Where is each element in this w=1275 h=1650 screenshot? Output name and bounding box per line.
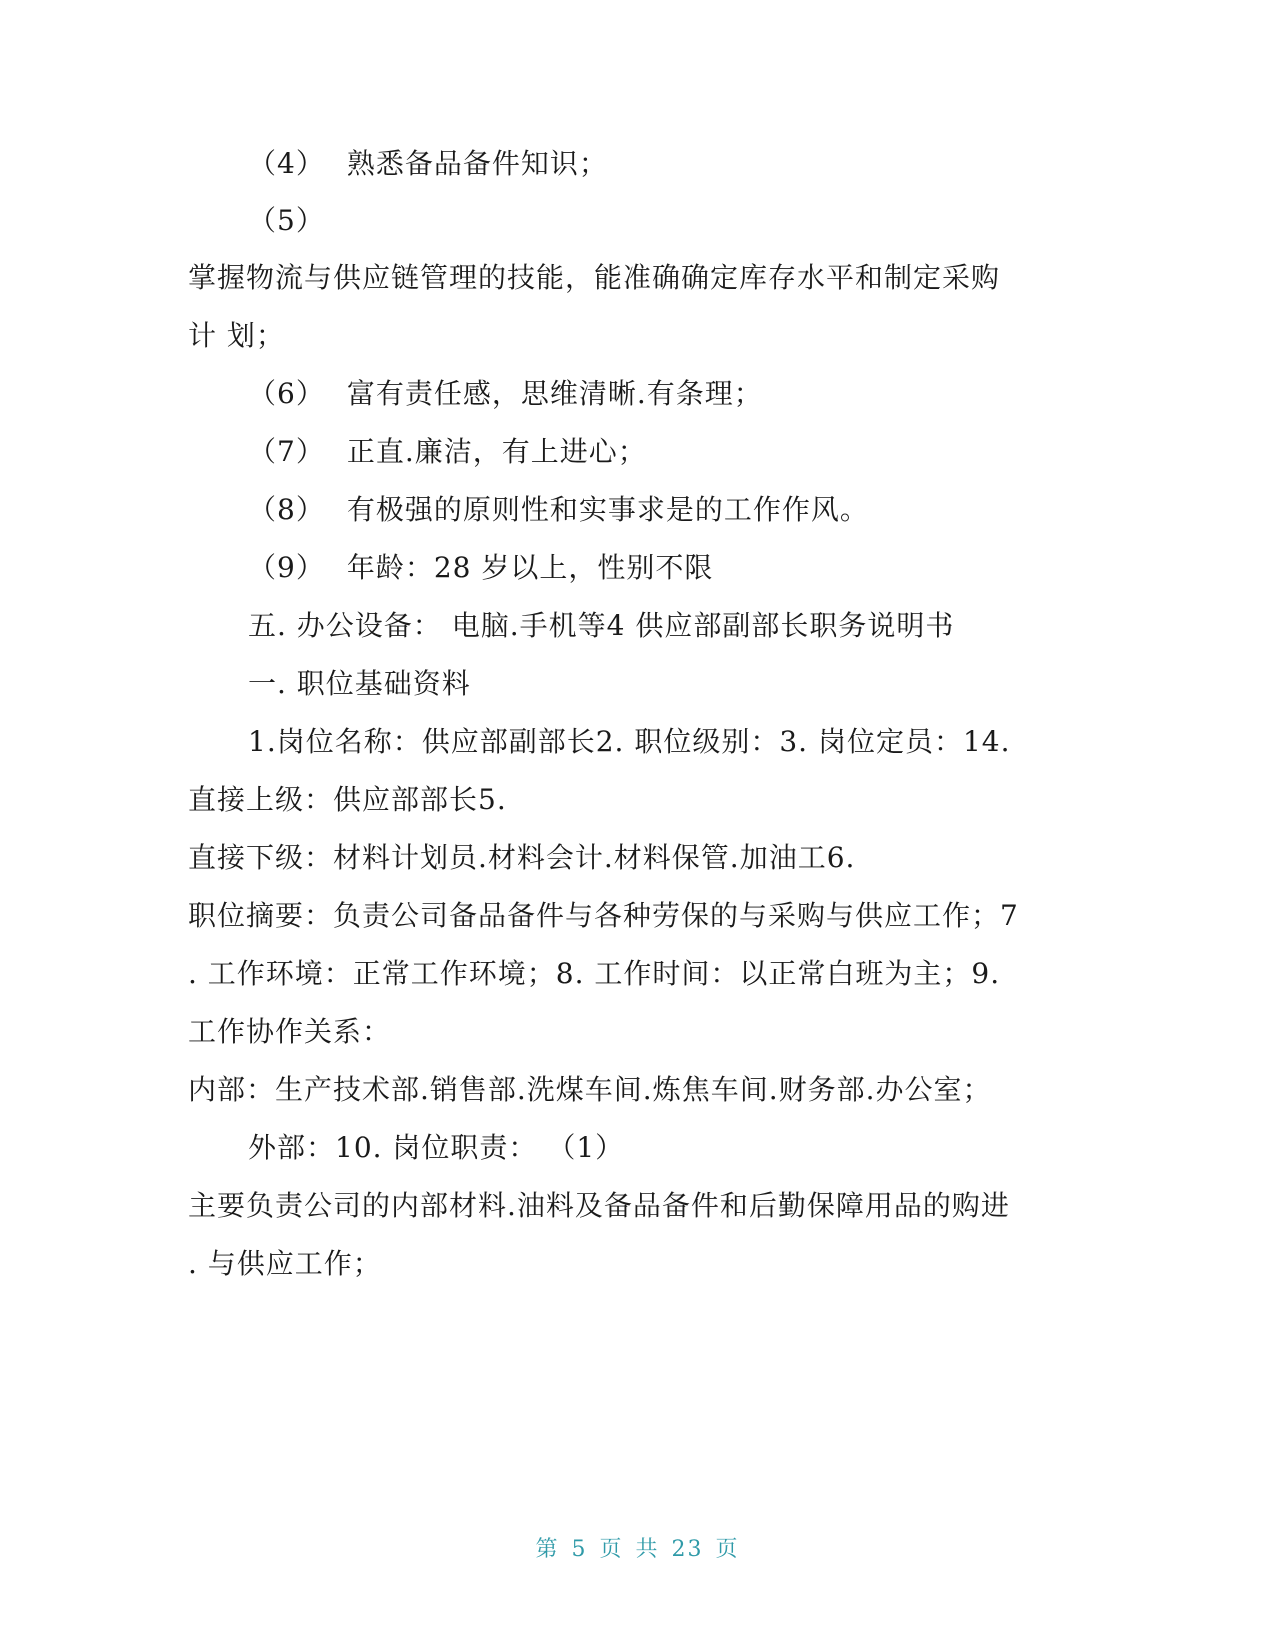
paragraph-line: [188, 782, 507, 818]
list-item-4: [248, 146, 608, 182]
total-pages-number: 23: [671, 1537, 704, 1562]
item-text: 有极强的原则性和实事求是的工作作风。: [346, 493, 869, 526]
paragraph-line: [188, 260, 1000, 296]
list-item-5: [248, 203, 347, 239]
line-text: 内部：生产技术部.销售部.洗煤车间.炼焦车间.财务部.办公室；: [188, 1073, 992, 1106]
paragraph-line: [188, 318, 285, 354]
item-number: （4）: [248, 147, 325, 180]
paragraph-line: [188, 1188, 1010, 1224]
footer-label-di: 第: [535, 1537, 560, 1562]
line-text: 一. 职位基础资料: [248, 667, 471, 700]
item-text: 富有责任感，思维清晰.有条理；: [346, 377, 763, 410]
line-text: . 工作环境：正常工作环境；8. 工作时间：以正常白班为主；9.: [188, 957, 1001, 990]
list-item-9: [248, 550, 713, 586]
item-number: （8）: [248, 493, 325, 526]
paragraph-line: [248, 1130, 624, 1166]
section-heading-office-equipment: [248, 608, 954, 644]
line-text: 五. 办公设备： 电脑.手机等4 供应部副部长职务说明书: [248, 609, 955, 642]
line-text: 工作协作关系：: [188, 1015, 392, 1048]
list-item-8: [248, 492, 869, 528]
line-text: 直接上级：供应部部长5.: [188, 783, 507, 816]
item-text: 年龄：28 岁以上，性别不限: [346, 551, 714, 584]
list-item-7: [248, 434, 647, 470]
item-text: 熟悉备品备件知识；: [346, 147, 608, 180]
line-text: . 与供应工作；: [188, 1247, 382, 1280]
section-heading-basic-info: [248, 666, 471, 702]
item-number: （7）: [248, 435, 325, 468]
paragraph-line: [188, 1014, 391, 1050]
footer-label-ye: 页: [599, 1537, 624, 1562]
paragraph-line: [188, 1072, 992, 1108]
paragraph-line: [188, 840, 855, 876]
line-text: 计 划；: [188, 319, 285, 352]
item-text: 正直.廉洁，有上进心；: [346, 435, 647, 468]
footer-label-gong: 共: [635, 1537, 660, 1562]
paragraph-line: [248, 724, 1010, 760]
paragraph-line: [188, 956, 1000, 992]
line-text: 1.岗位名称：供应部副部长2. 职位级别：3. 岗位定员：14.: [248, 725, 1011, 758]
paragraph-line: [188, 898, 1019, 934]
line-text: 直接下级：材料计划员.材料会计.材料保管.加油工6.: [188, 841, 856, 874]
paragraph-line: [188, 1246, 382, 1282]
page-footer: [0, 1532, 1275, 1563]
item-number: （6）: [248, 377, 325, 410]
footer-label-ye-2: 页: [715, 1537, 740, 1562]
current-page-number: 5: [571, 1537, 588, 1562]
item-number: （5）: [248, 204, 325, 237]
line-text: 掌握物流与供应链管理的技能，能准确确定库存水平和制定采购: [188, 261, 1001, 294]
list-item-6: [248, 376, 763, 412]
item-number: （9）: [248, 551, 325, 584]
line-text: 主要负责公司的内部材料.油料及备品备件和后勤保障用品的购进: [188, 1189, 1010, 1222]
line-text: 外部：10. 岗位职责： （1）: [248, 1131, 625, 1164]
line-text: 职位摘要：负责公司备品备件与各种劳保的与采购与供应工作；7: [188, 899, 1019, 932]
